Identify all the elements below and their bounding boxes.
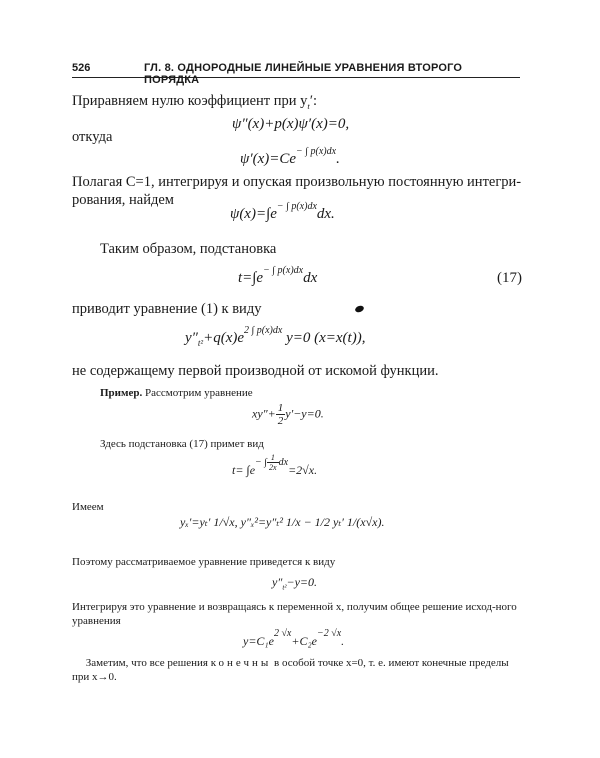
equation-4: $t=\int e^{- \int p(x)dx}dx$: [238, 265, 318, 286]
equation-7: $t= \int e^{- \int \frac{1}{2x} dx}=2√x$.: [232, 453, 318, 477]
imeem-text: Имеем: [72, 501, 104, 513]
final-remark: Заметим, что все решения конечны в особой точке x=0, т. е. имеют конечные пределы при x→0.: [72, 657, 509, 683]
equation-2: $\psi'(x)=Ce^{- \int p(x)dx}$.: [240, 146, 340, 167]
integration-text: Интегрируя это уравнение и возвращаясь к переменной x, получим общее решение исход-ного уравнения: [72, 601, 517, 627]
substitution-text: Здесь подстановка (17) примет вид: [100, 438, 264, 450]
running-header: [72, 62, 520, 86]
paragraph-5: не содержащему первой производной от искомой функции.: [72, 363, 439, 379]
otkuda-text: откуда: [72, 129, 113, 145]
page-number: 526: [72, 62, 91, 74]
paragraph-2: Полагая C=1, интегрируя и опуская произвольную постоянную интегри-рования, найдем: [72, 174, 522, 208]
paragraph-4: приводит уравнение (1) к виду: [72, 301, 262, 317]
equation-number: (17): [497, 270, 522, 286]
reduced-form-text: Поэтому рассматриваемое уравнение приведется к виду: [72, 556, 336, 568]
equation-9: $y''_{t^2}-y=0$.: [272, 575, 318, 592]
paragraph-1: Приравняем нулю коэффициент при $y_t'$:: [72, 93, 318, 111]
chapter-title: ГЛ. 8. ОДНОРОДНЫЕ ЛИНЕЙНЫЕ УРАВНЕНИЯ ВТОРОГО ПОРЯДКА: [144, 62, 463, 86]
equation-10: $y=C_1e^{2 √x}+C_2e^{-2 √x}$.: [243, 628, 345, 648]
example-intro: Пример. Рассмотрим уравнение: [100, 387, 253, 399]
equation-6: xy″+ $\frac{1}{2}$ y′−y=0.: [252, 402, 324, 427]
paragraph-3: Таким образом, подстановка: [100, 241, 277, 257]
equation-8: yₓ′=yₜ′ 1/√x, y″ₓ²=y″ₜ² 1/x − 1/2 yₜ′ 1/(x√x).: [180, 515, 385, 529]
equation-5: $y''_{t^2}+q(x)e^{2 \int p(x)dx}$ y=0 (x=x(t)),: [185, 325, 366, 348]
equation-1: ψ″(x)+p(x)ψ′(x)=0,: [232, 116, 350, 132]
equation-3: $\psi(x)=\int e^{- \int p(x)dx}dx$.: [230, 201, 335, 222]
